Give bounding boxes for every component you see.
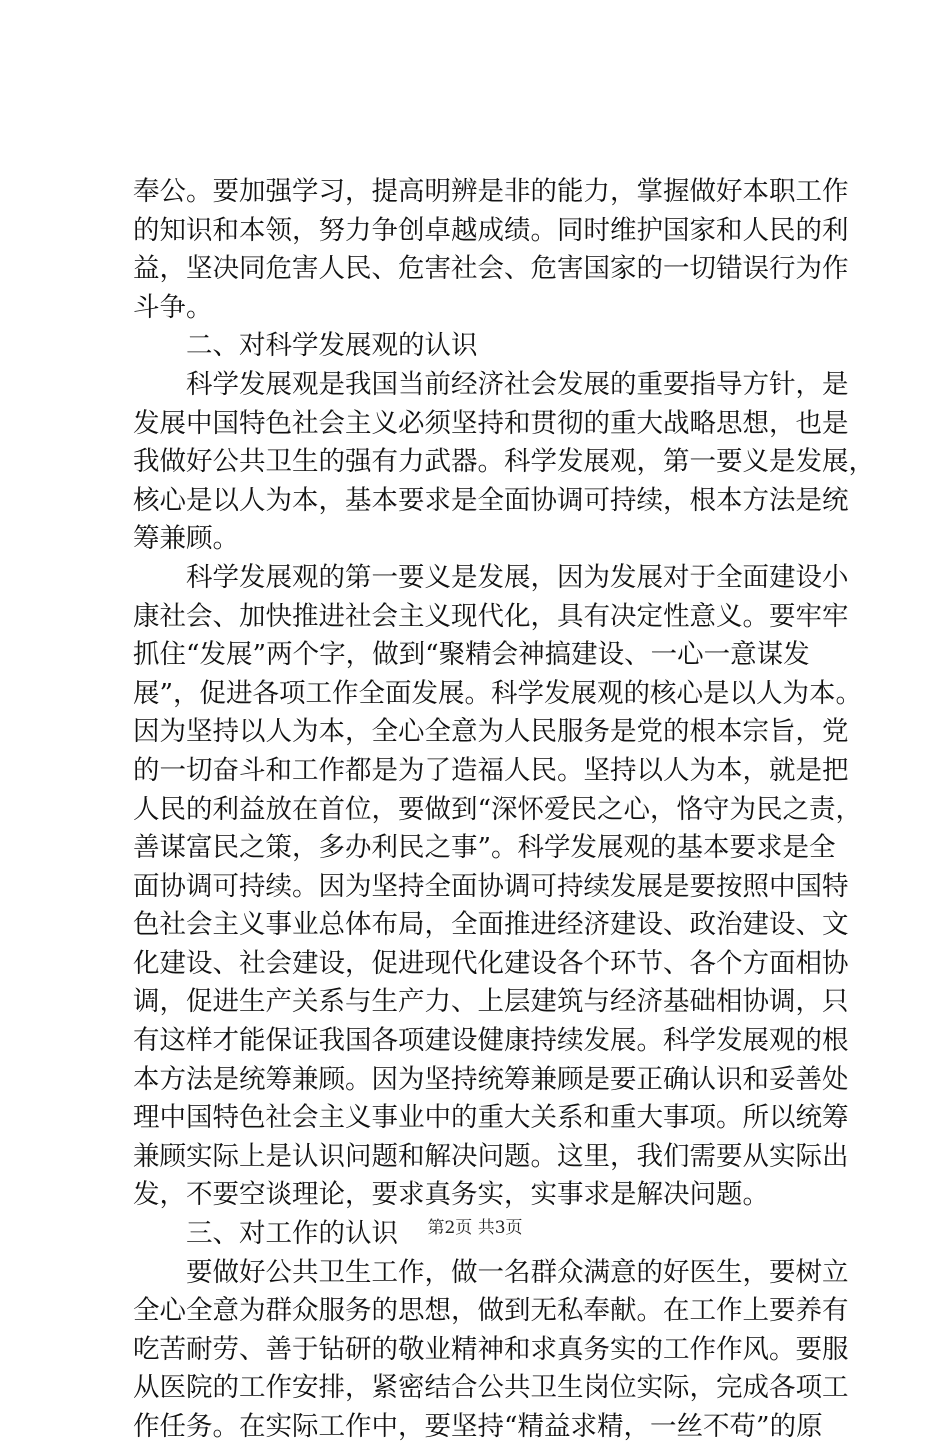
text-line: 调，促进生产关系与生产力、上层建筑与经济基础相协调，只: [133, 986, 849, 1018]
text-line: 全心全意为群众服务的思想，做到无私奉献。在工作上要养有: [133, 1295, 849, 1327]
text-line: 展”，促进各项工作全面发展。科学发展观的核心是以人为本。: [133, 677, 863, 709]
text-line: 奉公。要加强学习，提高明辨是非的能力，掌握做好本职工作: [133, 176, 849, 207]
text-line: 化建设、社会建设，促进现代化建设各个环节、各个方面相协: [133, 947, 849, 979]
text-line: 善谋富民之策，多办利民之事”。科学发展观的基本要求是全: [133, 832, 836, 864]
text-line: 要做好公共卫生工作，做一名群众满意的好医生，要树立: [186, 1256, 849, 1288]
text-line: 有这样才能保证我国各项建设健康持续发展。科学发展观的根: [133, 1025, 849, 1057]
text-line: 兼顾实际上是认识问题和解决问题。这里，我们需要从实际出: [133, 1140, 849, 1172]
text-line: 斗争。: [133, 291, 213, 323]
text-line: 从医院的工作安排，紧密结合公共卫生岗位实际，完成各项工: [133, 1372, 849, 1404]
text-line: 科学发展观是我国当前经济社会发展的重要指导方针，是: [186, 368, 849, 400]
text-line: 因为坚持以人为本，全心全意为人民服务是党的根本宗旨，党: [133, 716, 849, 748]
text-line: 我做好公共卫生的强有力武器。科学发展观，第一要义是发展，: [133, 446, 875, 478]
text-line: 抓住“发展”两个字，做到“聚精会神搞建设、一心一意谋发: [133, 639, 810, 671]
text-line: 二、对科学发展观的认识: [186, 330, 478, 362]
text-line: 的知识和本领，努力争创卓越成绩。同时维护国家和人民的利: [133, 214, 849, 246]
page-footer: [0, 1216, 950, 1240]
text-line: 康社会、加快推进社会主义现代化，具有决定性意义。要牢牢: [133, 600, 849, 632]
page-number: 第2页 共3页: [427, 1218, 523, 1238]
text-line: 色社会主义事业总体布局，全面推进经济建设、政治建设、文: [133, 909, 849, 941]
text-line: 发，不要空谈理论，要求真务实，实事求是解决问题。: [133, 1179, 769, 1211]
text-line: 本方法是统筹兼顾。因为坚持统筹兼顾是要正确认识和妥善处: [133, 1063, 849, 1095]
text-line: 发展中国特色社会主义必须坚持和贯彻的重大战略思想，也是: [133, 407, 849, 439]
text-line: 核心是以人为本，基本要求是全面协调可持续，根本方法是统: [133, 484, 849, 516]
text-line: 科学发展观的第一要义是发展，因为发展对于全面建设小: [186, 561, 849, 593]
text-line: 的一切奋斗和工作都是为了造福人民。坚持以人为本，就是把: [133, 754, 849, 786]
text-line: 吃苦耐劳、善于钻研的敬业精神和求真务实的工作作风。要服: [133, 1333, 849, 1365]
text-line: 益，坚决同危害人民、危害社会、危害国家的一切错误行为作: [133, 253, 849, 285]
text-line: 筹兼顾。: [133, 523, 239, 555]
text-line: 作任务。在实际工作中，要坚持“精益求精，一丝不苟”的原: [133, 1411, 823, 1442]
text-line: 面协调可持续。因为坚持全面协调可持续发展是要按照中国特: [133, 870, 849, 902]
text-line: 三、对工作的认识: [186, 1218, 398, 1250]
document-body: [133, 173, 875, 1447]
text-line: 理中国特色社会主义事业中的重大关系和重大事项。所以统筹: [133, 1102, 849, 1134]
text-line: 人民的利益放在首位，要做到“深怀爱民之心，恪守为民之责，: [133, 793, 863, 825]
